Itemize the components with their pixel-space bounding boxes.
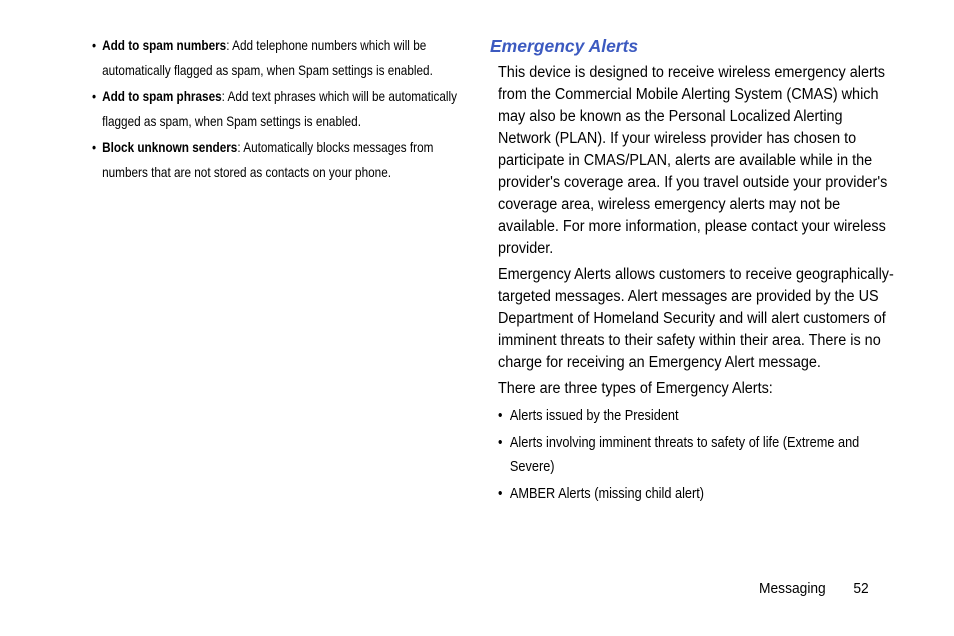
list-item <box>92 135 463 185</box>
paragraph: This device is designed to receive wireless emergency alerts from the Commercial Mobile Alerting System (CMAS) which may also be known as the Personal Localized Alerting Network (PLAN). If your wireless provider has chosen to participate in CMAS/PLAN, alerts are available while in the provider's coverage area. If you travel outside your provider's coverage area, wireless emergency alerts may not be available. For more information, please contact your wireless provider. <box>498 64 888 257</box>
paragraph: There are three types of Emergency Alerts: <box>498 380 773 397</box>
list-item <box>498 431 892 479</box>
list-item <box>498 482 892 506</box>
bullet-dot: • <box>92 88 97 104</box>
list-item-text: AMBER Alerts (missing child alert) <box>509 485 705 502</box>
item-term: Block unknown senders <box>102 139 238 155</box>
section-title: Emergency Alerts <box>490 36 639 56</box>
bullet-dot: • <box>92 139 97 155</box>
right-column <box>490 33 910 509</box>
list-item-text: Alerts issued by the President <box>509 407 679 424</box>
alert-types-list <box>498 404 910 506</box>
list-item-text: Alerts involving imminent threats to safety of life (Extreme and Severe) <box>509 434 860 475</box>
list-item <box>92 33 463 83</box>
bullet-dot: • <box>498 434 503 451</box>
bullet-dot: • <box>498 407 503 424</box>
list-item <box>498 404 892 428</box>
bullet-dot: • <box>498 485 503 502</box>
item-description: : Automatically blocks messages from numbers that are not stored as contacts on your phone. <box>102 139 434 180</box>
item-description: : Add telephone numbers which will be automatically flagged as spam, when Spam settings is enabled. <box>102 37 433 78</box>
bullet-dot: • <box>92 37 97 53</box>
page-footer <box>759 578 869 600</box>
page-number: 52 <box>853 580 869 597</box>
left-column <box>92 33 457 186</box>
item-description: : Add text phrases which will be automatically flagged as spam, when Spam settings is enabled. <box>102 88 457 129</box>
footer-section: Messaging <box>759 580 826 597</box>
paragraph: Emergency Alerts allows customers to receive geographically-targeted messages. Alert messages are provided by the US Department of Homeland Security and will alert customers of imminent threats to their safety within their area. There is no charge for receiving an Emergency Alert message. <box>498 266 894 371</box>
item-term: Add to spam numbers <box>102 37 227 53</box>
item-term: Add to spam phrases <box>102 88 222 104</box>
list-item <box>92 84 463 134</box>
